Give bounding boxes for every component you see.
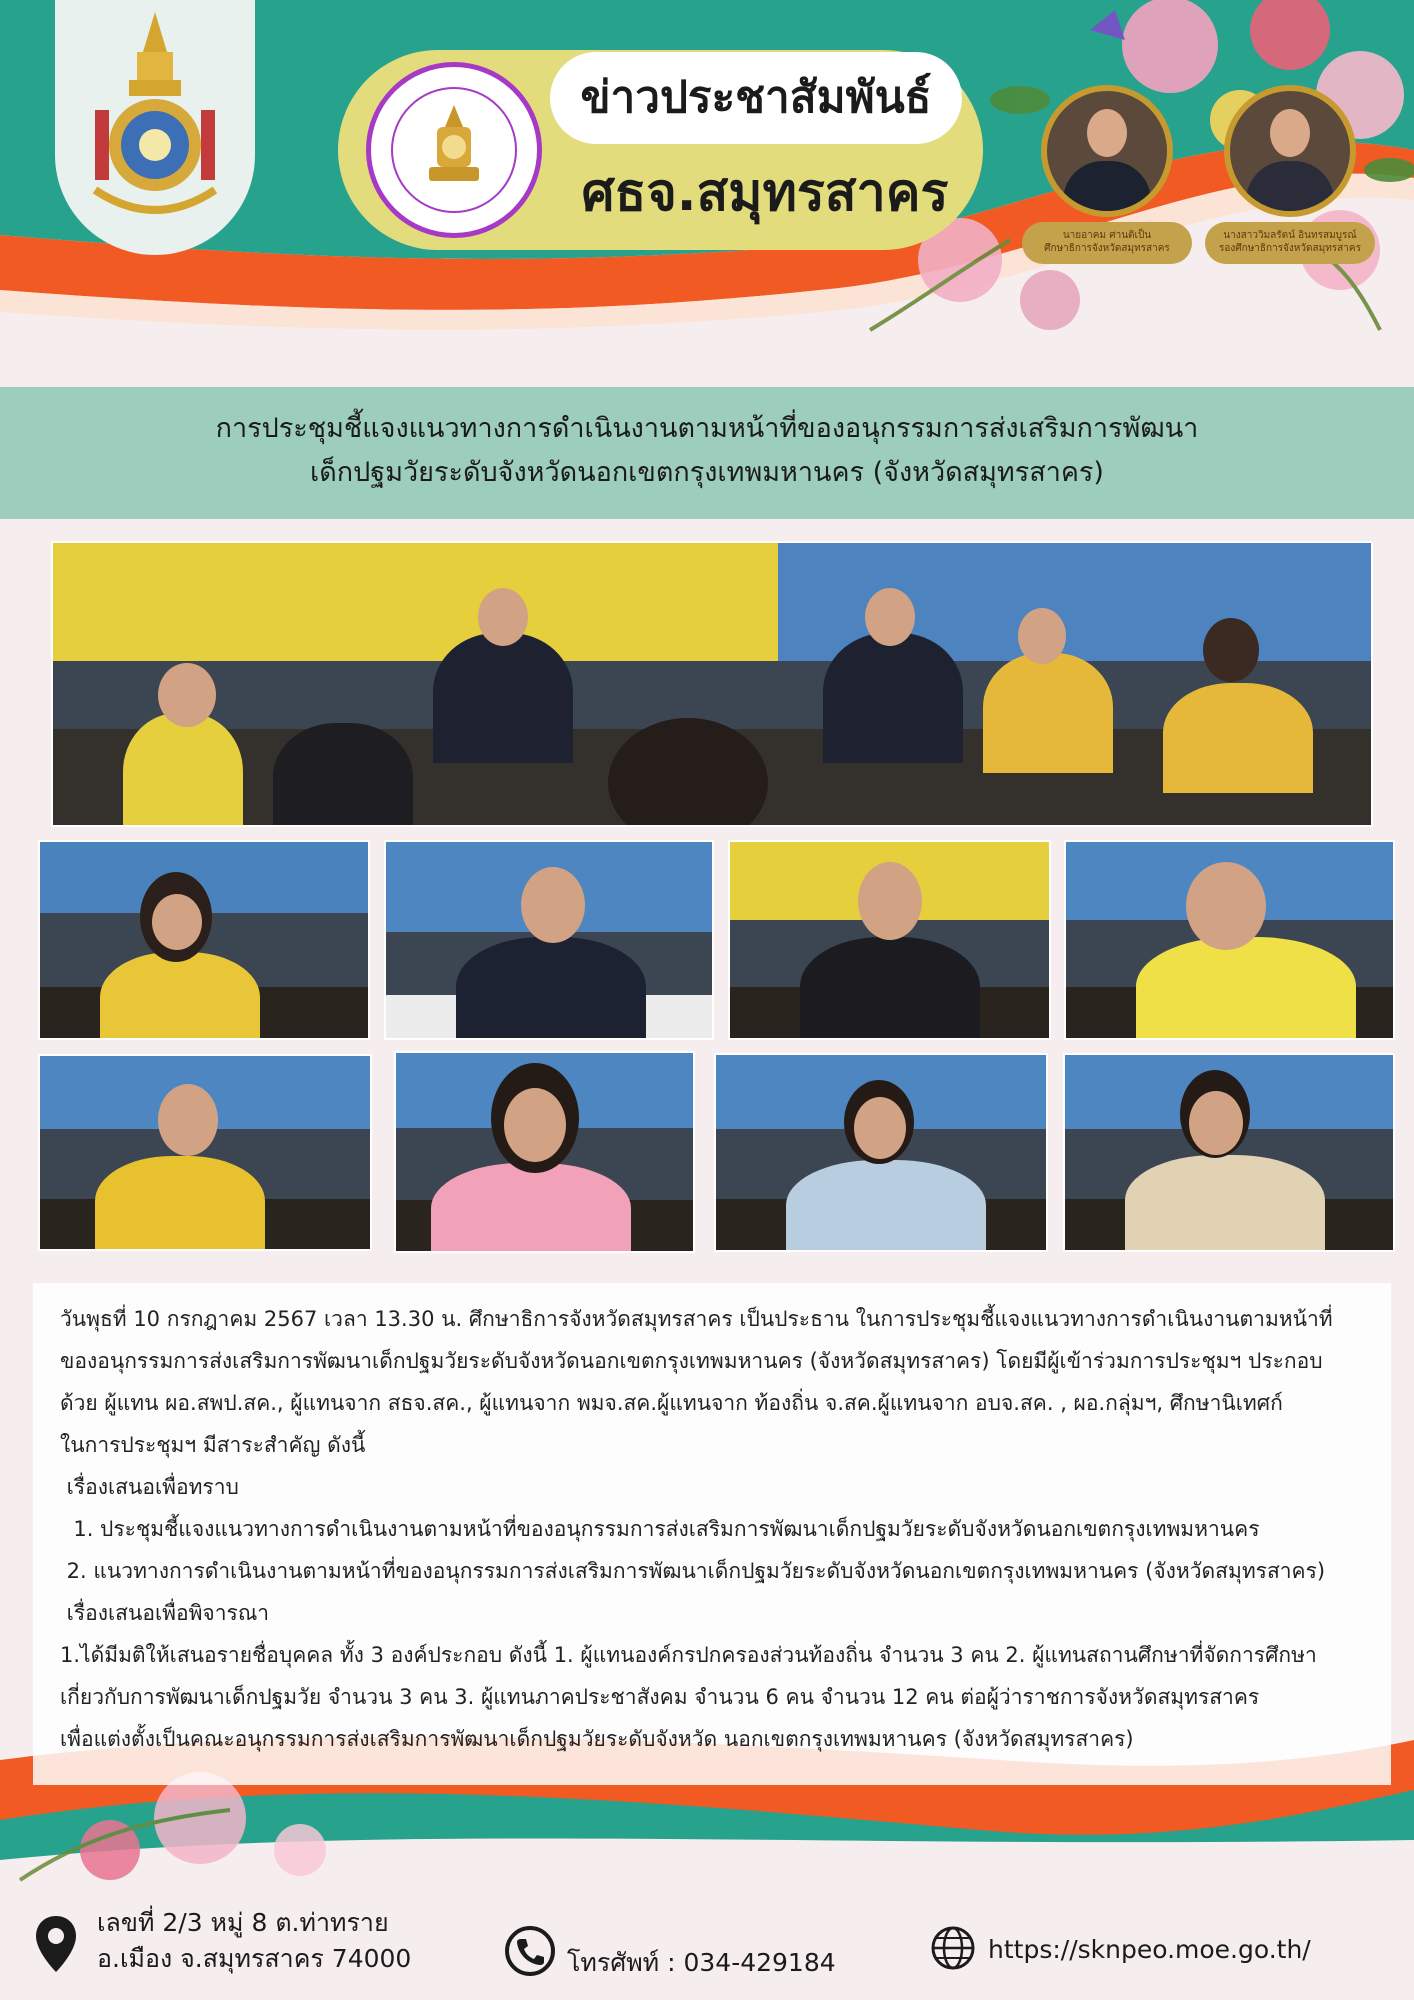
article-line-10: เกี่ยวกับการพัฒนาเด็กปฐมวัย จำนวน 3 คน 3. ผู้แทนภาคประชาสังคม จำนวน 6 คน จำนวน 12 คน ต่อผู้ว่าราชการจังหวัดสมุทรสาคร [60,1685,1260,1709]
meeting-photo-3 [384,840,714,1040]
headline-line-2: เด็กปฐมวัยระดับจังหวัดนอกเขตกรุงเทพมหานคร (จังหวัดสมุทรสาคร) [310,457,1104,488]
article-heading-consider: เรื่องเสนอเพื่อพิจารณา [60,1601,270,1625]
article-heading-acknowledge: เรื่องเสนอเพื่อทราบ [60,1475,239,1499]
address-line-1: เลขที่ 2/3 หมู่ 8 ต.ท่าทราย [97,1908,389,1937]
article-line-1: วันพุธที่ 10 กรกฎาคม 2567 เวลา 13.30 น. ศึกษาธิการจังหวัดสมุทรสาคร เป็นประธาน ในการประชุมชี้แจงแนวทางการดำเนินงานตามหน้าที่ [60,1307,1333,1331]
meeting-photo-4 [728,840,1051,1040]
executive-nameplate-1 [1022,222,1192,264]
executive-photo-2 [1224,85,1356,217]
meeting-photo-2 [38,840,370,1040]
article-line-7: 2. แนวทางการดำเนินงานตามหน้าที่ของอนุกรรมการส่งเสริมการพัฒนาเด็กปฐมวัยระดับจังหวัดนอกเขตกรุงเทพมหานคร (จังหวัดสมุทรสาคร) [60,1559,1326,1583]
moe-office-seal [366,62,542,238]
meeting-photo-9 [1063,1053,1395,1252]
article-line-9: 1.ได้มีมติให้เสนอรายชื่อบุคคล ทั้ง 3 องค์ประกอบ ดังนี้ 1. ผู้แทนองค์กรปกครองส่วนท้องถิ่น จำนวน 3 คน 2. ผู้แทนสถานศึกษาที่จัดการศึกษา [60,1643,1317,1667]
executive-nameplate-2 [1205,222,1375,264]
meeting-photo-6 [38,1054,372,1251]
globe-icon [930,1925,976,1971]
meeting-photo-main [51,541,1373,827]
phone-icon [504,1925,556,1977]
article-card [33,1283,1391,1785]
article-line-3: ด้วย ผู้แทน ผอ.สพป.สค., ผู้แทนจาก สธจ.สค., ผู้แทนจาก พมจ.สค.ผู้แทนจาก ท้องถิ่น จ.สค.ผู้แทนจาก อบจ.สค. , ผอ.กลุ่มฯ, ศึกษานิเทศก์ [60,1391,1283,1415]
phone-number: โทรศัพท์ : 034-429184 [567,1948,836,1977]
meeting-photo-5 [1064,840,1395,1040]
executive-photo-1 [1041,85,1173,217]
royal-emblem-badge [55,0,255,255]
executive-name-1: นายอาคม ศานติเป็น [1062,230,1152,241]
title-top-pill [550,52,962,144]
article-line-4: ในการประชุมฯ มีสาระสำคัญ ดังนี้ [60,1433,366,1457]
meeting-photo-7 [394,1051,695,1253]
article-line-6: 1. ประชุมชี้แจงแนวทางการดำเนินงานตามหน้าที่ของอนุกรรมการส่งเสริมการพัฒนาเด็กปฐมวัยระดับจังหวัดนอกเขตกรุงเทพมหานคร [60,1517,1260,1541]
website-link[interactable]: https://sknpeo.moe.go.th/ [988,1935,1311,1964]
article-line-2: ของอนุกรรมการส่งเสริมการพัฒนาเด็กปฐมวัยระดับจังหวัดนอกเขตกรุงเทพมหานคร (จังหวัดสมุทรสาคร) โดยมีผู้เข้าร่วมการประชุมฯ ประกอบ [60,1349,1323,1373]
headline-line-1: การประชุมชี้แจงแนวทางการดำเนินงานตามหน้าที่ของอนุกรรมการส่งเสริมการพัฒนา [215,413,1199,444]
office-name: ศธจ.สมุทรสาคร [581,163,949,223]
moe-seal-icon [371,67,537,233]
executive-name-2: นางสาววิมลรัตน์ อินทรสมบูรณ์ [1223,230,1357,241]
executive-position-1: ศึกษาธิการจังหวัดสมุทรสาคร [1044,243,1170,254]
address-line-2: อ.เมือง จ.สมุทรสาคร 74000 [97,1944,412,1973]
page-title: ข่าวประชาสัมพันธ์ [580,72,932,123]
meeting-photo-8 [714,1053,1048,1252]
article-line-11: เพื่อแต่งตั้งเป็นคณะอนุกรรมการส่งเสริมการพัฒนาเด็กปฐมวัยระดับจังหวัด นอกเขตกรุงเทพมหานคร (จังหวัดสมุทรสาคร) [60,1727,1134,1751]
location-pin-icon [34,1914,78,1974]
executive-position-2: รองศึกษาธิการจังหวัดสมุทรสาคร [1219,243,1361,254]
headline-band [0,387,1414,519]
royal-emblem-icon [55,0,255,240]
